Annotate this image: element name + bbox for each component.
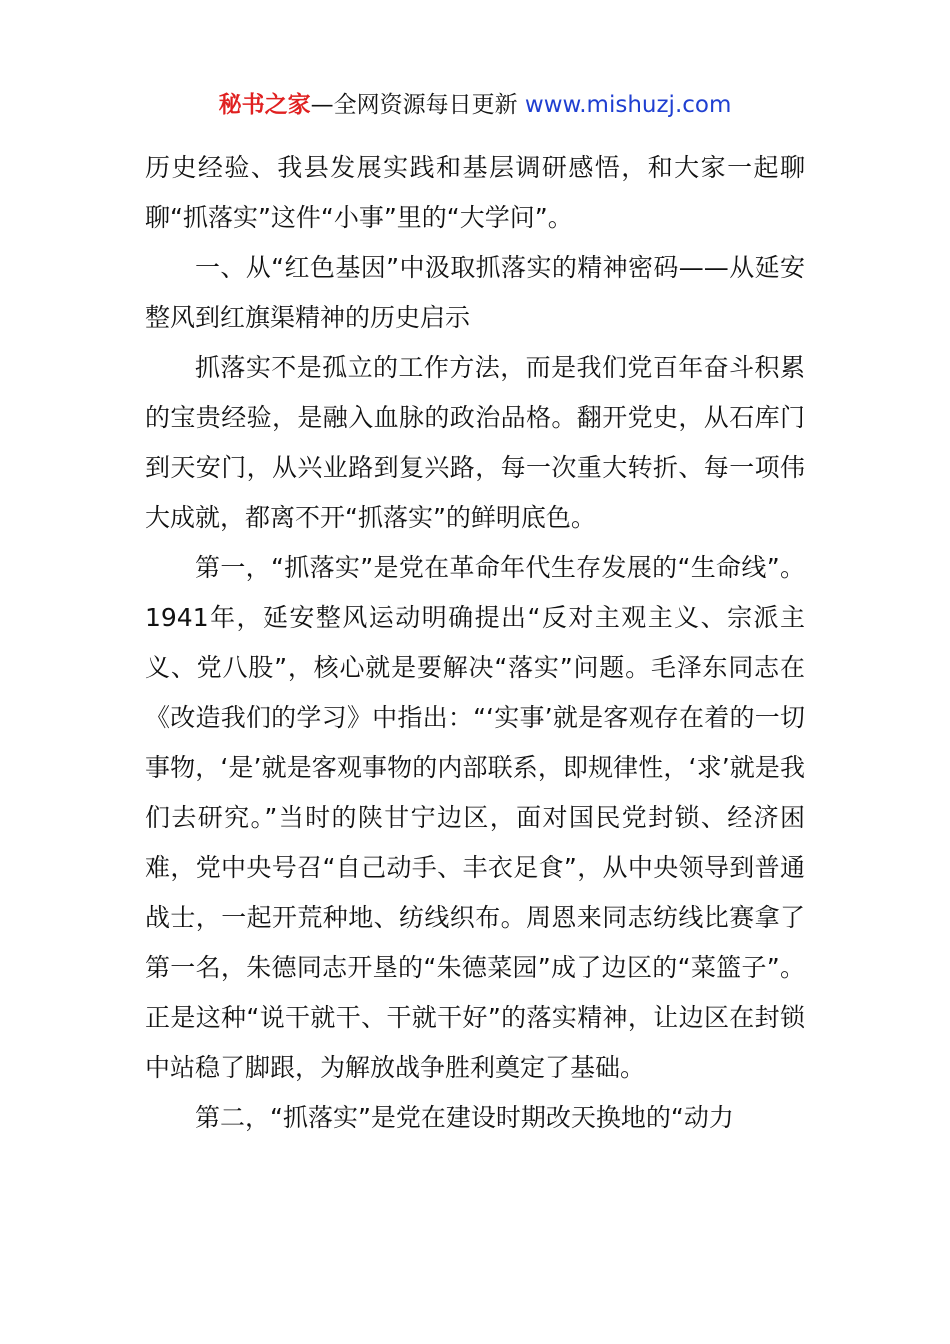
header-tagline: —全网资源每日更新 (310, 92, 525, 118)
document-body (145, 143, 805, 1143)
paragraph-continuation: 历史经验、我县发展实践和基层调研感悟，和大家一起聊聊“抓落实”这件“小事”里的“大学问”。 (145, 153, 805, 232)
header-url-link[interactable]: www.mishuzj.com (524, 92, 732, 118)
page-header (0, 88, 950, 122)
paragraph-point-one: 第一，“抓落实”是党在革命年代生存发展的“生命线”。1941年，延安整风运动明确提出“反对主观主义、宗派主义、党八股”，核心就是要解决“落实”问题。毛泽东同志在《改造我们的学习》中指出：“‘实事’就是客观存在着的一切事物，‘是’就是客观事物的内部联系，即规律性，‘求’就是我们去研究。”当时的陕甘宁边区，面对国民党封锁、经济困难，党中央号召“自己动手、丰衣足食”，从中央领导到普通战士，一起开荒种地、纺线织布。周恩来同志纺线比赛拿了第一名，朱德同志开垦的“朱德菜园”成了边区的“菜篮子”。正是这种“说干就干、干就干好”的落实精神，让边区在封锁中站稳了脚跟，为解放战争胜利奠定了基础。 (145, 553, 805, 1082)
section-heading: 一、从“红色基因”中汲取抓落实的精神密码——从延安整风到红旗渠精神的历史启示 (145, 253, 805, 332)
paragraph-point-two: 第二，“抓落实”是党在建设时期改天换地的“动力 (195, 1103, 734, 1132)
header-brand: 秘书之家 (218, 92, 311, 118)
paragraph-intro: 抓落实不是孤立的工作方法，而是我们党百年奋斗积累的宝贵经验，是融入血脉的政治品格。翻开党史，从石库门到天安门，从兴业路到复兴路，每一次重大转折、每一项伟大成就，都离不开“抓落实”的鲜明底色。 (145, 353, 805, 532)
